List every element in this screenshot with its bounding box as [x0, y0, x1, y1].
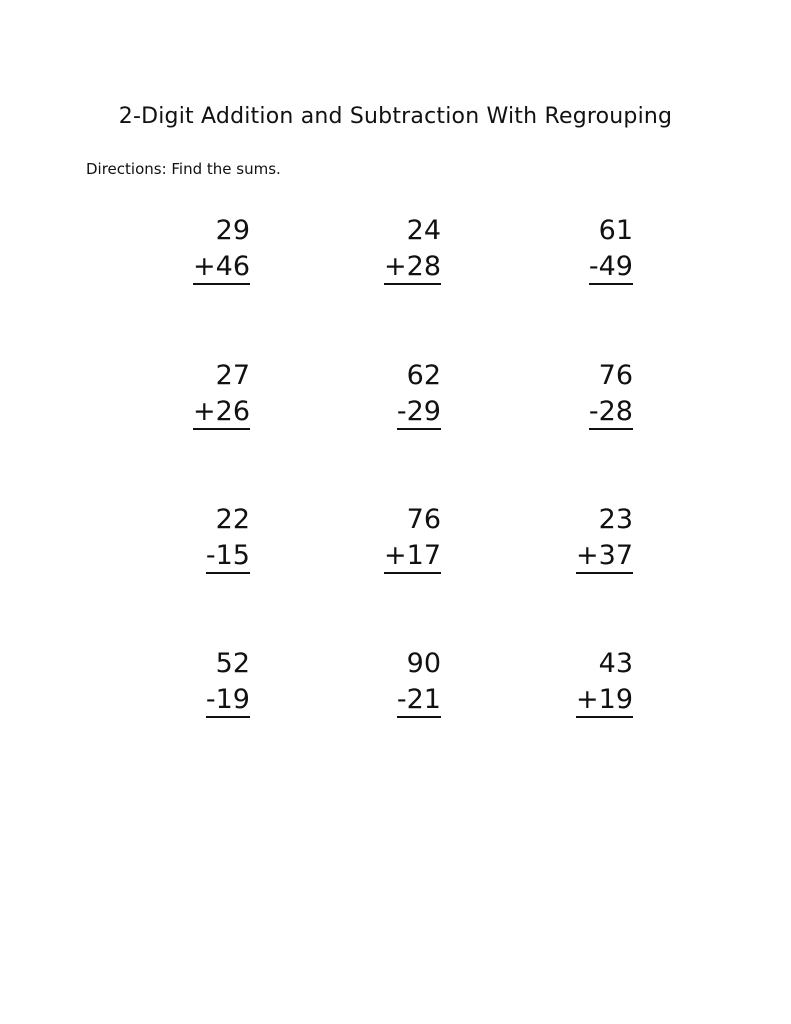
problem: [321, 213, 441, 285]
problem-top-number: 22: [215, 504, 250, 535]
problem-top-number: 27: [215, 360, 250, 391]
problem-top-number: 29: [215, 215, 250, 246]
problem: [513, 358, 633, 430]
problem: [321, 502, 441, 574]
problem-bottom-operand: -28: [589, 397, 633, 430]
problem-grid: [0, 213, 791, 753]
problem-top-number: 76: [406, 504, 441, 535]
problem-top-number: 90: [406, 648, 441, 679]
problem-bottom-operand: +46: [193, 252, 250, 285]
worksheet-title: 2-Digit Addition and Subtraction With Regrouping: [118, 104, 673, 129]
problem: [513, 502, 633, 574]
problem-bottom-operand: -49: [589, 252, 633, 285]
problem: [513, 213, 633, 285]
problem-bottom-operand: -29: [397, 397, 441, 430]
problem-top-number: 76: [598, 360, 633, 391]
problem-bottom-operand: +26: [193, 397, 250, 430]
problem-bottom-operand: -21: [397, 685, 441, 718]
problem-top-number: 43: [598, 648, 633, 679]
problem-top-number: 52: [215, 648, 250, 679]
problem-bottom-operand: +37: [576, 541, 633, 574]
problem: [130, 213, 250, 285]
problem-top-number: 23: [598, 504, 633, 535]
problem-bottom-operand: +28: [384, 252, 441, 285]
problem: [130, 358, 250, 430]
problem-top-number: 24: [406, 215, 441, 246]
problem-bottom-operand: -15: [206, 541, 250, 574]
problem: [321, 358, 441, 430]
problem: [513, 646, 633, 718]
problem-bottom-operand: -19: [206, 685, 250, 718]
problem: [130, 502, 250, 574]
problem-bottom-operand: +17: [384, 541, 441, 574]
problem-top-number: 61: [598, 215, 633, 246]
directions-text: Directions: Find the sums.: [86, 160, 281, 178]
problem: [321, 646, 441, 718]
problem: [130, 646, 250, 718]
problem-top-number: 62: [406, 360, 441, 391]
problem-bottom-operand: +19: [576, 685, 633, 718]
